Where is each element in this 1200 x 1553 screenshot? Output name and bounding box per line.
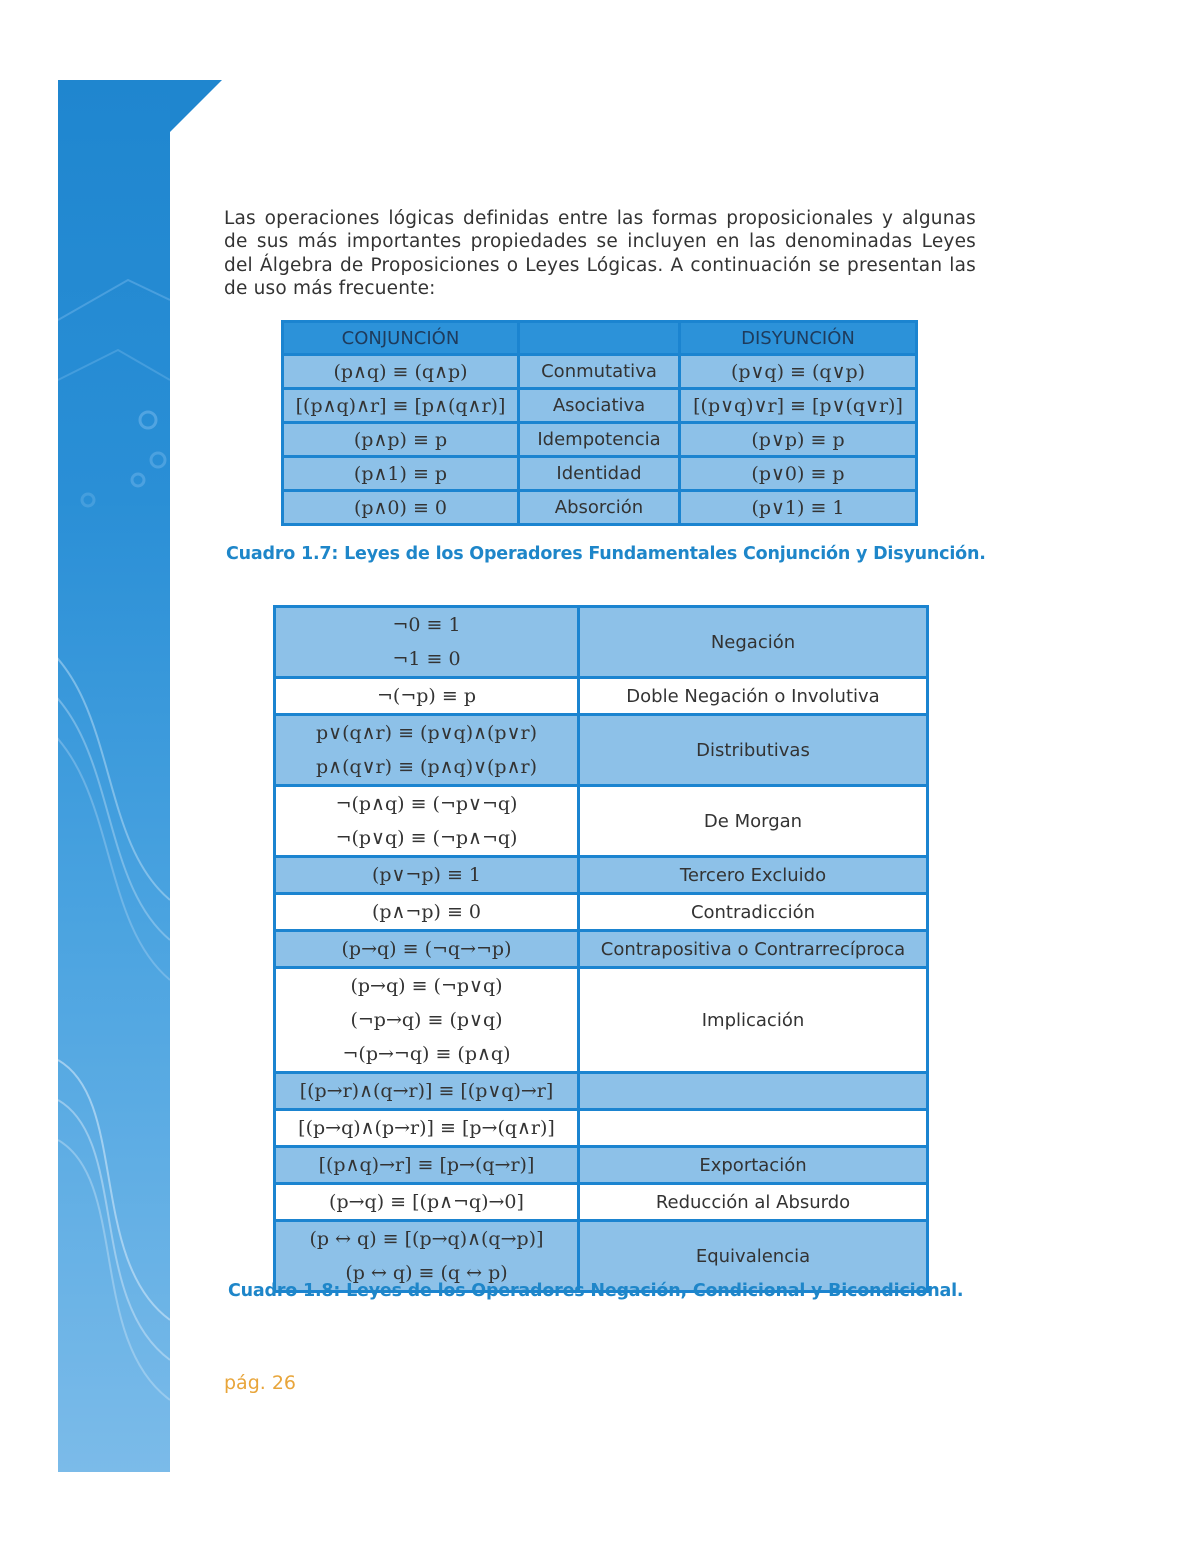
- conjunction-disjunction-table: [281, 320, 918, 526]
- formula-line: ¬1 ≡ 0: [392, 648, 461, 670]
- table-row: [275, 1147, 928, 1184]
- law-name: [579, 1110, 928, 1147]
- law-name: Reducción al Absurdo: [579, 1184, 928, 1221]
- formula-line: ¬(p∨q) ≡ (¬p∧¬q): [335, 827, 518, 849]
- law-name: Equivalencia: [579, 1221, 928, 1292]
- disjunction-formula: [(p∨q)∨r] ≡ [p∨(q∨r)]: [680, 389, 917, 423]
- header-law: [519, 322, 680, 355]
- formula-cell: [275, 1147, 579, 1184]
- law-name: Idempotencia: [519, 423, 680, 457]
- formula-cell: [275, 968, 579, 1073]
- table-header-row: [283, 322, 917, 355]
- header-conjunction: CONJUNCIÓN: [283, 322, 519, 355]
- conjunction-formula: (p∧q) ≡ (q∧p): [283, 355, 519, 389]
- law-name: Negación: [579, 607, 928, 678]
- header-disjunction: DISYUNCIÓN: [680, 322, 917, 355]
- law-name: Implicación: [579, 968, 928, 1073]
- law-name: [579, 1073, 928, 1110]
- table-row: [275, 1110, 928, 1147]
- disjunction-formula: (p∨p) ≡ p: [680, 423, 917, 457]
- formula-line: (p∧¬p) ≡ 0: [371, 901, 482, 923]
- formula-line: (p ↔ q) ≡ [(p→q)∧(q→p)]: [309, 1228, 544, 1250]
- law-name: De Morgan: [579, 786, 928, 857]
- table-row: [275, 968, 928, 1073]
- formula-cell: [275, 1184, 579, 1221]
- table-caption-2: Cuadro 1.8: Leyes de los Operadores Negación, Condicional y Bicondicional.: [228, 1281, 964, 1301]
- formula-line: [(p→r)∧(q→r)] ≡ [(p∨q)→r]: [299, 1080, 554, 1102]
- law-name: Distributivas: [579, 715, 928, 786]
- decorative-corner-tab: [170, 80, 222, 132]
- table-row: [275, 857, 928, 894]
- table-row: [275, 894, 928, 931]
- conjunction-formula: (p∧1) ≡ p: [283, 457, 519, 491]
- law-name: Asociativa: [519, 389, 680, 423]
- negation-conditional-table: [273, 605, 929, 1293]
- table-row: [283, 491, 917, 525]
- table-row: [275, 678, 928, 715]
- conjunction-formula: (p∧0) ≡ 0: [283, 491, 519, 525]
- disjunction-formula: (p∨q) ≡ (q∨p): [680, 355, 917, 389]
- table-row: [283, 423, 917, 457]
- law-name: Absorción: [519, 491, 680, 525]
- law-name: Doble Negación o Involutiva: [579, 678, 928, 715]
- formula-line: (p→q) ≡ (¬q→¬p): [341, 938, 512, 960]
- formula-line: (p∨¬p) ≡ 1: [371, 864, 482, 886]
- table-row: [275, 715, 928, 786]
- formula-line: (p→q) ≡ [(p∧¬q)→0]: [329, 1191, 524, 1213]
- law-name: Identidad: [519, 457, 680, 491]
- law-name: Exportación: [579, 1147, 928, 1184]
- table-row: [275, 607, 928, 678]
- formula-cell: [275, 894, 579, 931]
- formula-cell: [275, 931, 579, 968]
- law-name: Tercero Excluido: [579, 857, 928, 894]
- conjunction-formula: [(p∧q)∧r] ≡ [p∧(q∧r)]: [283, 389, 519, 423]
- law-name: Contrapositiva o Contrarrecíproca: [579, 931, 928, 968]
- page-number: pág. 26: [224, 1372, 297, 1394]
- formula-cell: [275, 1110, 579, 1147]
- table-row: [283, 457, 917, 491]
- table-row: [283, 355, 917, 389]
- formula-line: (p ↔ q) ≡ (q ↔ p): [345, 1262, 508, 1284]
- table-row: [275, 1184, 928, 1221]
- disjunction-formula: (p∨0) ≡ p: [680, 457, 917, 491]
- formula-line: ¬(¬p) ≡ p: [377, 685, 476, 707]
- table-row: [283, 389, 917, 423]
- formula-line: ¬(p→¬q) ≡ (p∧q): [342, 1043, 511, 1065]
- formula-cell: [275, 1073, 579, 1110]
- formula-cell: [275, 607, 579, 678]
- law-name: Conmutativa: [519, 355, 680, 389]
- formula-line: [(p∧q)→r] ≡ [p→(q→r)]: [318, 1154, 535, 1176]
- formula-line: p∨(q∧r) ≡ (p∨q)∧(p∨r): [316, 722, 537, 744]
- formula-line: p∧(q∨r) ≡ (p∧q)∨(p∧r): [316, 756, 537, 778]
- table-caption-1: Cuadro 1.7: Leyes de los Operadores Fundamentales Conjunción y Disyunción.: [226, 544, 986, 564]
- formula-cell: [275, 857, 579, 894]
- formula-cell: [275, 715, 579, 786]
- conjunction-formula: (p∧p) ≡ p: [283, 423, 519, 457]
- formula-cell: [275, 678, 579, 715]
- law-name: Contradicción: [579, 894, 928, 931]
- table-row: [275, 1073, 928, 1110]
- formula-line: (p→q) ≡ (¬p∨q): [350, 975, 503, 997]
- table-row: [275, 931, 928, 968]
- formula-line: [(p→q)∧(p→r)] ≡ [p→(q∧r)]: [298, 1117, 555, 1139]
- disjunction-formula: (p∨1) ≡ 1: [680, 491, 917, 525]
- formula-line: ¬0 ≡ 1: [392, 614, 461, 636]
- formula-line: (¬p→q) ≡ (p∨q): [350, 1009, 503, 1031]
- formula-cell: [275, 786, 579, 857]
- decorative-side-pattern: [58, 80, 170, 1472]
- table-row: [275, 786, 928, 857]
- formula-line: ¬(p∧q) ≡ (¬p∨¬q): [335, 793, 518, 815]
- intro-paragraph: Las operaciones lógicas definidas entre las formas proposicionales y algunas de sus más importantes propiedades se incluyen en las denominadas Leyes del Álgebra de Proposiciones o Leyes Lógicas. A continuación se presentan las de uso más frecuente:: [224, 207, 976, 299]
